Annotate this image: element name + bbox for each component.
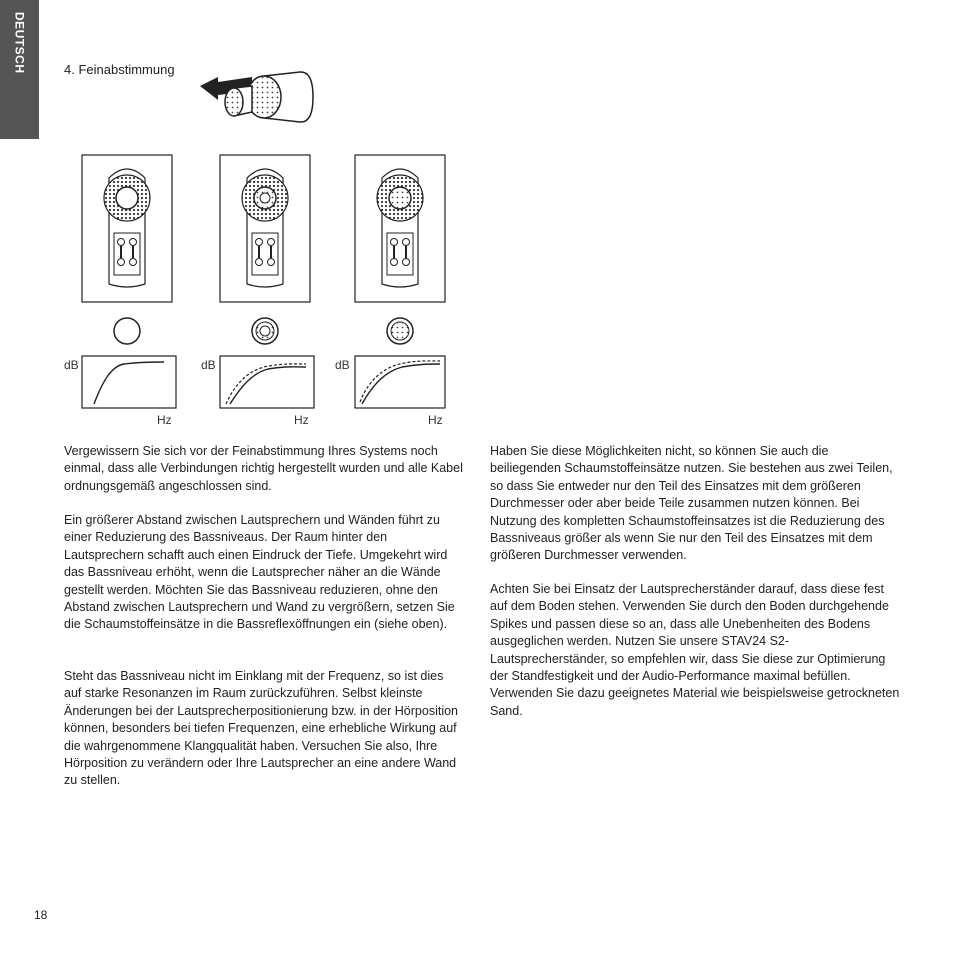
graph-x-label: Hz	[294, 413, 309, 427]
language-tab-label: DEUTSCH	[12, 12, 27, 74]
speaker-full-foam	[355, 155, 445, 302]
paragraph-speaker-stands: Achten Sie bei Einsatz der Lautsprecherständer darauf, dass diese fest auf dem Boden stehen. Verwenden Sie durch den Boden durchgehende Spikes und passen diese so an, dass alle Unebenheiten des Bodens ausgeglichen werden. Nutzen Sie unsere STAV24 S2-Lautsprecherständer, so empfehlen wir, dass Sie diese zur Optimierung der Standfestigkeit und der Audio-Performance maximal befüllen. Verwenden Sie dazu geeignetes Material wie beispielsweise getrockneten Sand.	[490, 582, 900, 718]
port-full-foam-icon	[387, 318, 413, 344]
graph-x-label: Hz	[428, 413, 443, 427]
fine-tuning-illustration	[0, 0, 954, 440]
response-graph-partial-foam	[201, 356, 314, 427]
graph-y-label: dB	[335, 358, 350, 372]
paragraph-check-connections: Vergewissern Sie sich vor der Feinabstimmung Ihres Systems noch einmal, dass alle Verbindungen richtig hergestellt wurden und alle Kabel ordnungsgemäß angeschlossen sind.	[64, 444, 463, 493]
graph-y-label: dB	[64, 358, 79, 372]
port-partial-foam-icon	[252, 318, 278, 344]
page-number: 18	[34, 908, 48, 922]
response-graph-full-foam	[335, 356, 445, 427]
speaker-partial-foam	[220, 155, 310, 302]
paragraph-wall-distance: Ein größerer Abstand zwischen Lautsprechern und Wänden führt zu einer Reduzierung des Bassniveaus. Der Raum hinter den Lautsprechern schafft auch einen Eindruck der Tiefe. Umgekehrt wird das Bassniveau erhöht, wenn die Lautsprecher näher an die Wände gestellt werden. Möchten Sie das Bassniveau reduzieren, ohne den Abstand zwischen Lautsprechern und Wand zu vergrößern, setzen Sie die Schaumstoffeinsätze in die Bassreflexöffnungen ein (siehe oben).	[64, 513, 455, 632]
foam-plug-arrow-icon	[200, 72, 313, 122]
paragraph-room-resonance: Steht das Bassniveau nicht im Einklang mit der Frequenz, so ist dies auf starke Resonanzen im Raum zurückzuführen. Selbst kleinste Änderungen bei der Lautsprecherpositionierung bzw. in der Hörposition können, besonders bei tiefen Frequenzen, eine erhebliche Wirkung auf die wahrgenommene Klangqualität haben. Versuchen Sie also, Ihre Hörposition zu verändern oder Ihre Lautsprecher an eine andere Wand zu stellen.	[64, 669, 459, 788]
step-title: 4. Feinabstimmung	[64, 62, 175, 77]
paragraph-foam-inserts: Haben Sie diese Möglichkeiten nicht, so können Sie auch die beiliegenden Schaumstoffeinsätze nutzen. Sie bestehen aus zwei Teilen, so dass Sie entweder nur den Teil des Einsatzes mit dem größeren Durchmesser oder aber beide Teile zusammen nutzen können. Bei Nutzung des kompletten Schaumstoffeinsatzes ist die Reduzierung des Bassniveaus größer als wenn Sie nur den Teil des Einsatzes mit dem größeren Durchmesser verwenden.	[490, 444, 893, 563]
response-graph-open	[64, 356, 176, 427]
speaker-open-port	[82, 155, 172, 302]
port-open-icon	[114, 318, 140, 344]
graph-y-label: dB	[201, 358, 216, 372]
graph-x-label: Hz	[157, 413, 172, 427]
